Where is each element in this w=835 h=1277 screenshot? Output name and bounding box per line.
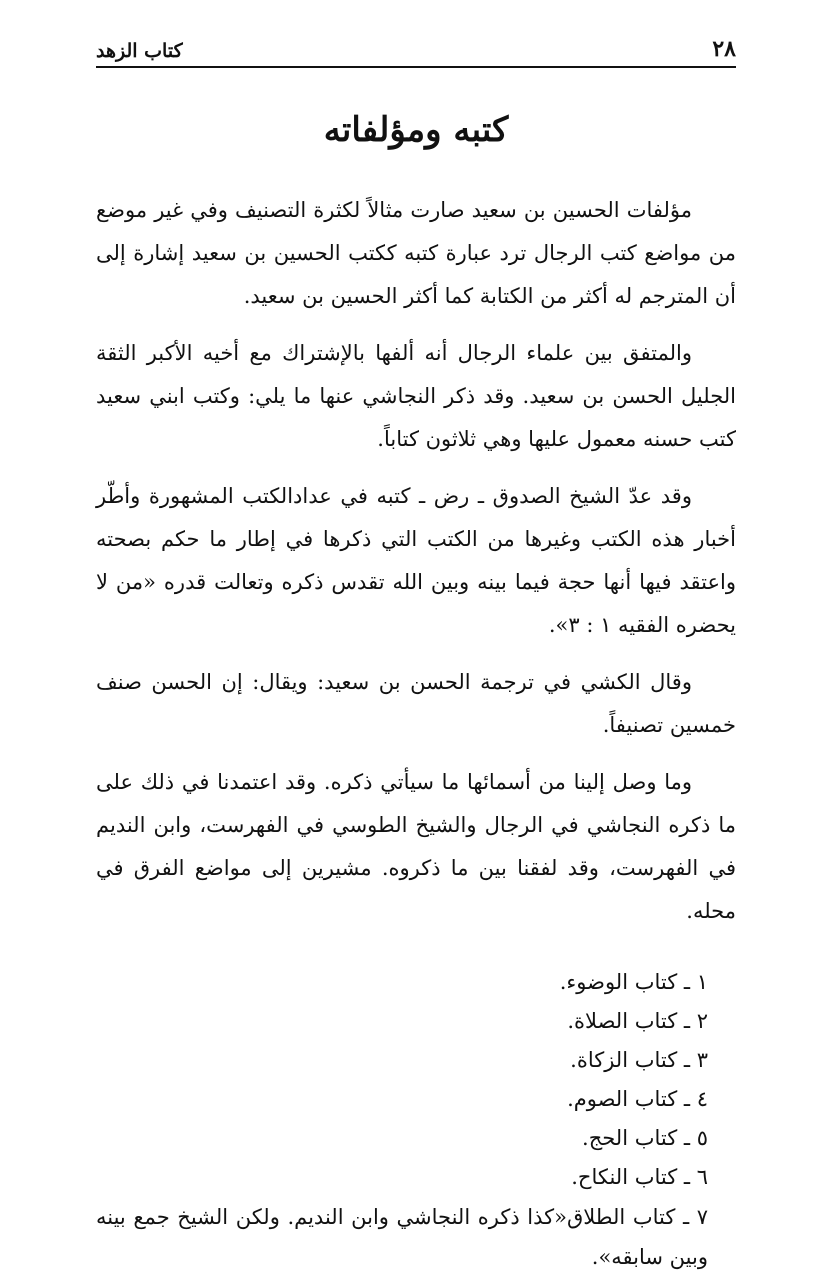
list-item: ٦ ـ كتاب النكاح. [571, 1164, 708, 1189]
page-number: ٢٨ [712, 36, 736, 62]
paragraph-3: وقد عدّ الشيخ الصدوق ـ رض ـ كتبه في عدادالكتب المشهورة وأطّر أخبار هذه الكتب وغيرها من الكتب التي ذكرها في إطار ما حكم بصحته واعتقد فيها أنها حجة فيما بينه وبين الله تقدس ذكره وتعالت قدره «من لا يحضره الفقيه ١ : ٣». [96, 483, 736, 637]
paragraph-1: مؤلفات الحسين بن سعيد صارت مثالاً لكثرة التصنيف وفي غير موضع من مواضع كتب الرجال ترد عبارة كتبه ككتب الحسين بن سعيد إشارة إلى أن المترجم له أكثر من الكتابة كما أكثر الحسين بن سعيد. [96, 197, 736, 308]
paragraph-4: وقال الكشي في ترجمة الحسن بن سعيد: ويقال: إن الحسن صنف خمسين تصنيفاً. [96, 669, 736, 737]
list-item: ٥ ـ كتاب الحج. [582, 1125, 708, 1150]
list-item: ٤ ـ كتاب الصوم. [567, 1086, 708, 1111]
list-item: ٣ ـ كتاب الزكاة. [570, 1047, 708, 1072]
running-header [96, 24, 736, 68]
list-item-last: ٧ ـ كتاب الطلاق«كذا ذكره النجاشي وابن النديم. ولكن الشيخ جمع بينه وبين سابقه». [96, 1204, 708, 1269]
running-book-title: كتاب الزهد [96, 40, 183, 62]
list-item: ٢ ـ كتاب الصلاة. [567, 1008, 708, 1033]
paragraph-5: وما وصل إلينا من أسمائها ما سيأتي ذكره. وقد اعتمدنا في ذلك على ما ذكره النجاشي في الرجال والشيخ الطوسي في الفهرست، وابن النديم في الفهرست، وقد لفقنا بين ما ذكروه. مشيرين إلى مواضع الفرق في محله. [96, 769, 736, 923]
book-list [96, 963, 736, 1197]
paragraph-2: والمتفق بين علماء الرجال أنه ألفها بالإشتراك مع أخيه الأكبر الثقة الجليل الحسن بن سعيد. وقد ذكر النجاشي عنها ما يلي: وكتب ابني سعيد كتب حسنه معمول عليها وهي ثلاثون كتاباً. [96, 340, 736, 451]
section-title: كتبه ومؤلفاته [323, 110, 509, 150]
book-page [96, 24, 736, 1277]
list-item: ١ ـ كتاب الوضوء. [559, 969, 708, 994]
